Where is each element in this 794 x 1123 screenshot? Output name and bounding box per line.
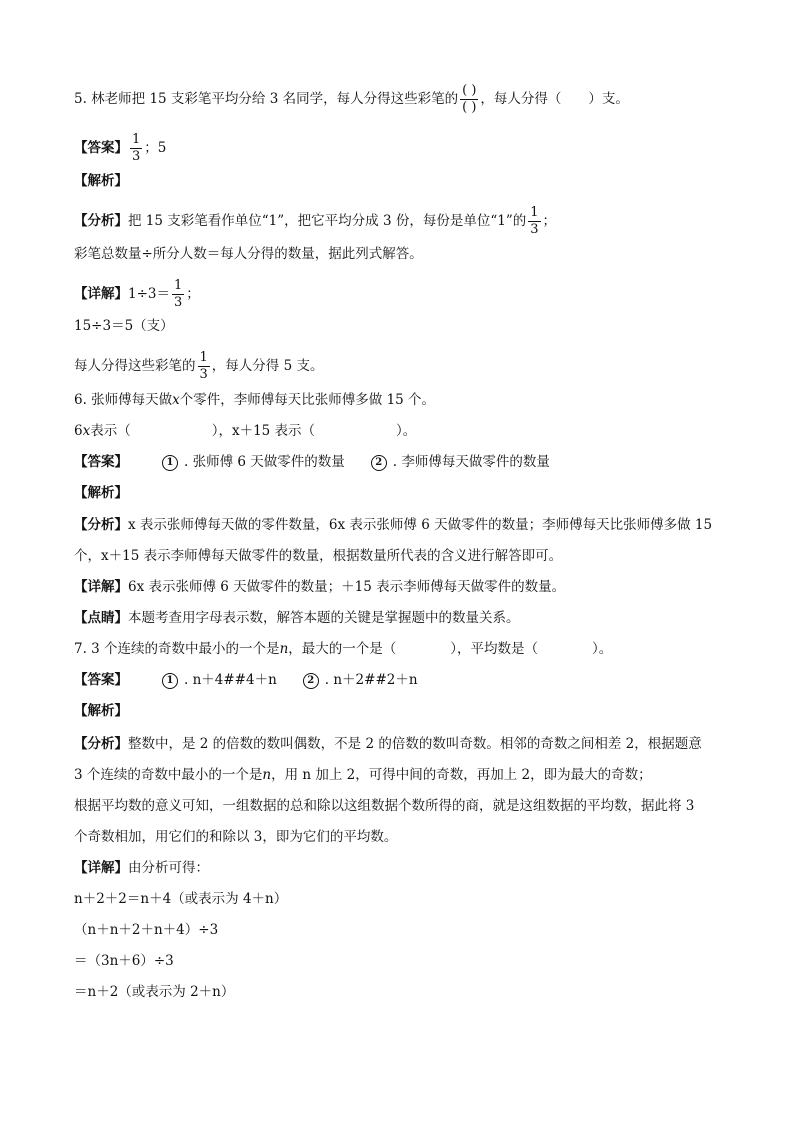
q5-answer-rest: ；5 [144, 140, 167, 156]
q5-answer-fraction [130, 133, 142, 164]
q7-stem-text: 7. 3 个连续的奇数中最小的一个是 [74, 641, 280, 657]
detail-label: 【详解】 [74, 579, 128, 595]
q5-fenxi-line2: 彩笔总数量÷所分人数＝每人分得的数量，据此列式解答。 [74, 246, 423, 262]
q7-calc-2: （n＋n＋2＋n＋4）÷3 [74, 922, 219, 938]
fraction-numerator: 1 [132, 132, 141, 147]
q6-fenxi-line2: 个，x＋15 表示李师傅每天做零件的数量，根据数量所代表的含义进行解答即可。 [74, 548, 563, 564]
q5-detail-line3-fraction [198, 351, 210, 382]
q6-answer-1: . 张师傅 6 天做零件的数量 [184, 454, 345, 470]
q5-detail-fraction [172, 279, 184, 310]
fenxi-label: 【分析】 [74, 213, 128, 229]
q6-fenxi-text: x 表示张师傅每天做的零件数量，6x 表示张师傅 6 天做零件的数量；李师傅每天比张师傅多做 15 [128, 517, 713, 533]
dianjing-label: 【点睛】 [74, 610, 128, 626]
q7-answer [74, 670, 734, 690]
fenxi-label: 【分析】 [74, 736, 128, 752]
circled-number-icon: 1 [162, 455, 178, 471]
fraction-denominator: ( ) [462, 100, 477, 115]
q5-detail-line3 [74, 351, 734, 382]
q7-fenxi-text: 整数中，是 2 的倍数的数叫偶数，不是 2 的倍数的数叫奇数。相邻的奇数之间相差 2，根据题意 [128, 736, 702, 752]
fraction-numerator: 1 [199, 350, 208, 365]
circled-number-icon: 2 [371, 455, 387, 471]
q7-fenxi-line4: 个奇数相加，用它们的和除以 3，即为它们的平均数。 [74, 829, 398, 845]
fraction-numerator: 1 [174, 278, 183, 293]
q7-fenxi-line3: 根据平均数的意义可知，一组数据的总和除以这组数据个数所得的商，就是这组数据的平均数，据此将 3 [74, 798, 695, 814]
q5-detail [74, 279, 734, 310]
q7-fenxi-variable: n [262, 767, 272, 783]
q5-detail-line2: 15÷3＝5（支） [74, 318, 174, 334]
q5-answer [74, 133, 734, 164]
q5-detail-end: ； [186, 286, 200, 302]
q6-variable: x [172, 392, 180, 408]
q5-detail-text: 1÷3＝ [128, 286, 170, 302]
fraction-denominator: 3 [530, 222, 539, 237]
q5-detail-line3-end: ，每人分得 5 支。 [211, 358, 324, 374]
q5-analysis-label: 【解析】 [74, 173, 128, 189]
q7-calc-3: ＝（3n＋6）÷3 [74, 953, 174, 969]
q7-answer-2: . n＋2##2＋n [324, 672, 418, 688]
q7-answer-1: . n＋4##4＋n [184, 672, 277, 688]
q5-fenxi-text: 把 15 支彩笔看作单位“1”，把它平均分成 3 份，每份是单位“1”的 [128, 213, 527, 229]
answer-label: 【答案】 [74, 672, 128, 688]
q6-answer [74, 452, 734, 472]
q6-line2-text: 表示（ ），x＋15 表示（ ）。 [90, 423, 417, 439]
q5-blank-fraction [460, 84, 478, 115]
fraction-numerator: 1 [530, 205, 539, 220]
fenxi-label: 【分析】 [74, 517, 128, 533]
circled-number-icon: 1 [162, 673, 178, 689]
q7-detail [74, 858, 734, 878]
q6-analysis-label: 【解析】 [74, 485, 128, 501]
q5-stem-text-end: ，每人分得（ ）支。 [480, 91, 629, 107]
q6-answer-2: . 李师傅每天做零件的数量 [392, 454, 550, 470]
q6-detail-text: 6x 表示张师傅 6 天做零件的数量；＋15 表示李师傅每天做零件的数量。 [128, 579, 566, 595]
detail-label: 【详解】 [74, 286, 128, 302]
q6-line2-coef: 6 [74, 423, 83, 439]
fraction-denominator: 3 [132, 149, 141, 164]
q6-stem-text-end: 个零件，李师傅每天比张师傅多做 15 个。 [179, 392, 436, 408]
q5-stem-text: 5. 林老师把 15 支彩笔平均分给 3 名同学，每人分得这些彩笔的 [74, 91, 459, 107]
q7-stem-text-end: ，最大的一个是（ ），平均数是（ ）。 [288, 641, 613, 657]
q7-fenxi-line2 [74, 765, 734, 785]
q6-stem-line2 [74, 421, 734, 441]
q7-fenxi [74, 734, 734, 754]
answer-label: 【答案】 [74, 454, 128, 470]
q6-stem [74, 390, 734, 410]
q7-fenxi-line2-end: ，用 n 加上 2，可得中间的奇数，再加上 2，即为最大的奇数； [271, 767, 652, 783]
detail-label: 【详解】 [74, 860, 128, 876]
q6-detail [74, 577, 734, 597]
answer-label: 【答案】 [74, 140, 128, 156]
circled-number-icon: 2 [303, 673, 319, 689]
q6-dianjing-text: 本题考查用字母表示数，解答本题的关键是掌握题中的数量关系。 [128, 610, 520, 626]
q7-variable: n [279, 641, 289, 657]
q7-analysis-label: 【解析】 [74, 703, 128, 719]
q6-line2-variable: x [82, 423, 91, 439]
q6-stem-text: 6. 张师傅每天做 [74, 392, 173, 408]
q6-dianjing [74, 608, 734, 628]
q7-fenxi-line2-text: 3 个连续的奇数中最小的一个是 [74, 767, 263, 783]
q7-calc-4: ＝n＋2（或表示为 2＋n） [74, 984, 235, 1000]
fraction-denominator: 3 [174, 295, 183, 310]
q5-fenxi-end: ； [542, 213, 556, 229]
q7-stem [74, 639, 734, 659]
q7-calc-1: n＋2＋2＝n＋4（或表示为 4＋n） [74, 891, 288, 907]
q5-fenxi [74, 206, 734, 237]
fraction-denominator: 3 [199, 367, 208, 382]
q6-fenxi [74, 515, 734, 535]
q7-detail-text: 由分析可得： [128, 860, 209, 876]
q5-stem [74, 84, 734, 115]
q5-detail-line3-text: 每人分得这些彩笔的 [74, 358, 196, 374]
q5-fenxi-fraction [528, 206, 540, 237]
fraction-numerator: ( ) [462, 83, 477, 98]
